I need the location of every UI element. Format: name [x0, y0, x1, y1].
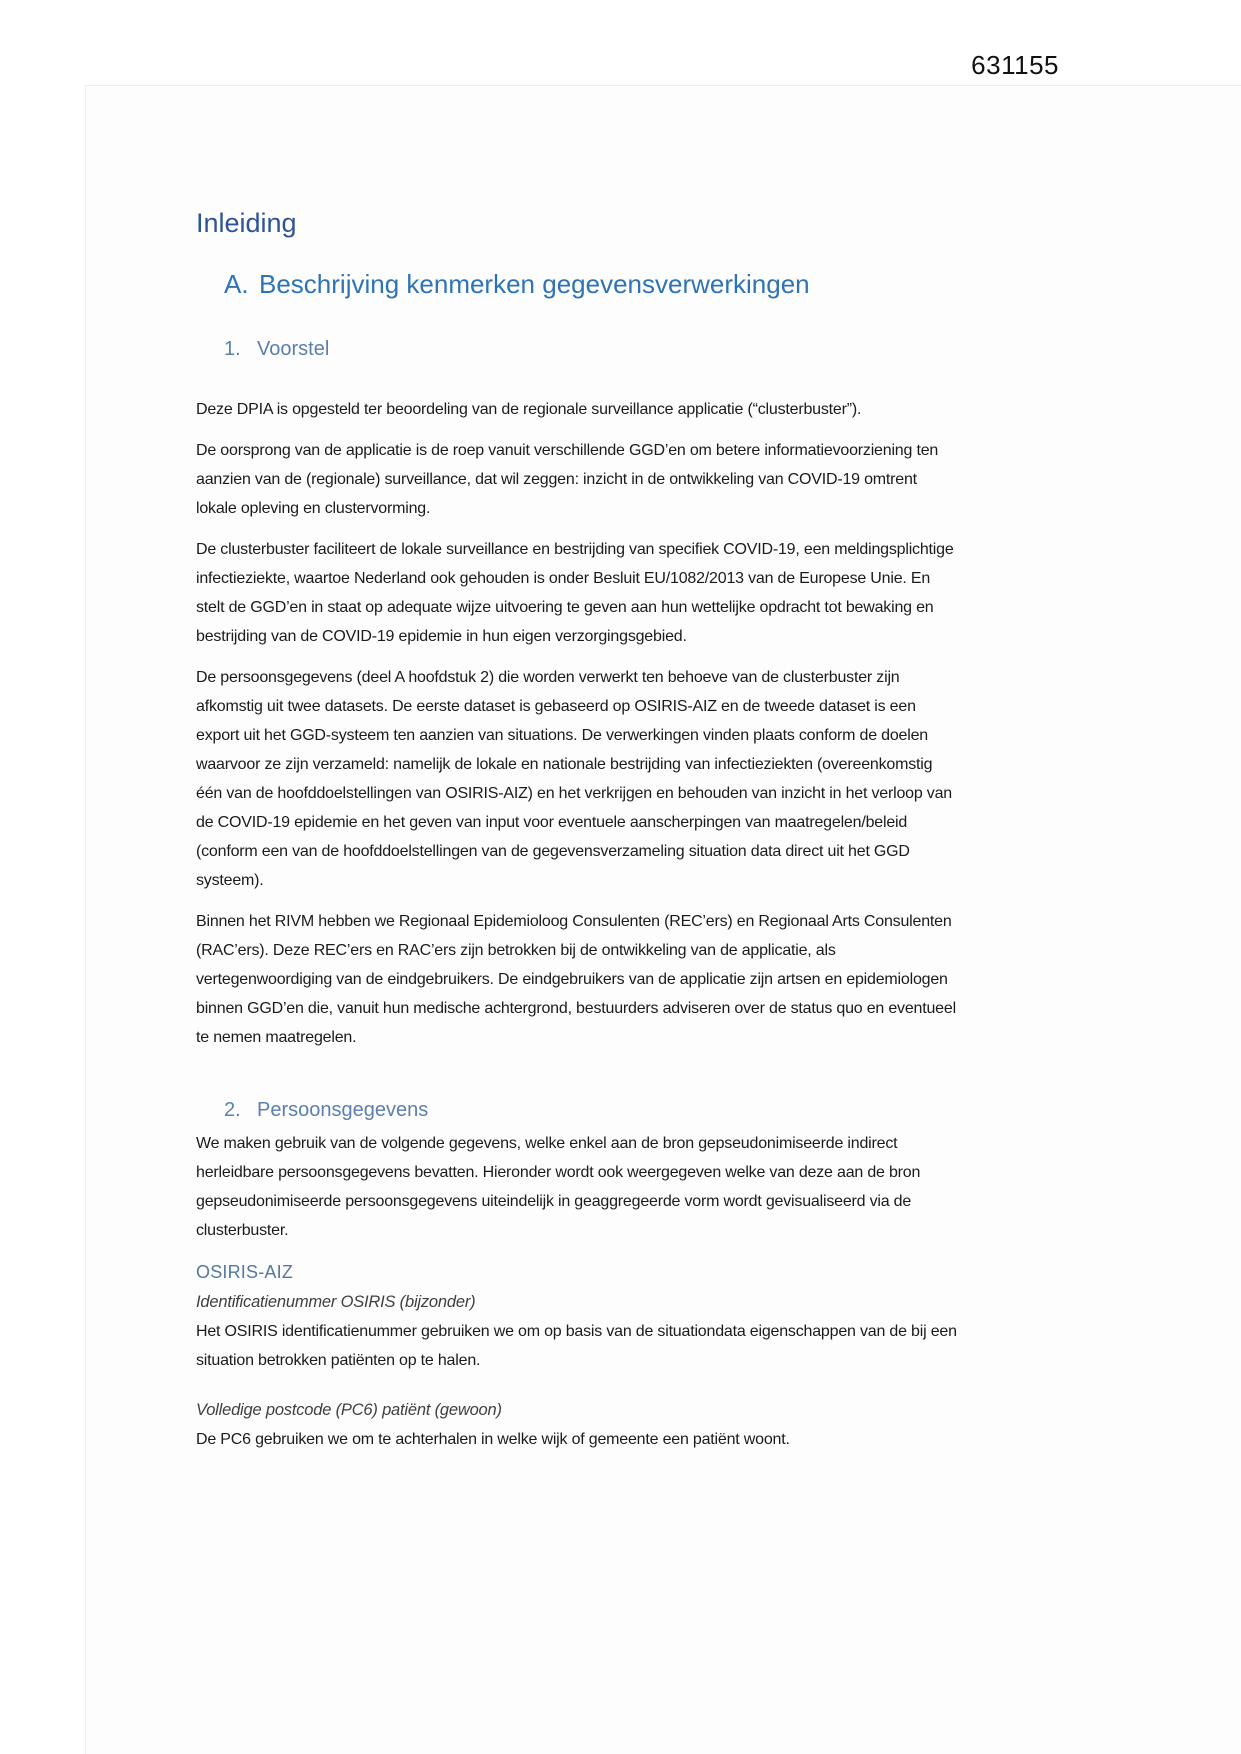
heading-1-voorstel [224, 338, 958, 361]
item-body-identificatienummer: Het OSIRIS identificatienummer gebruiken we om op basis van de situationdata eigenschappen van de bij een situation betrokken patiënten op te halen. [196, 1323, 957, 1369]
subheading-osiris-aiz: OSIRIS-AIZ [196, 1262, 294, 1282]
paragraph-origin: De oorsprong van de applicatie is de roep vanuit verschillende GGD’en om betere informatievoorziening ten aanzien van de (regionale) surveillance, dat wil zeggen: inzicht in de ontwikkeling van COVID-19 omtrent lokale opleving en clustervorming. [196, 442, 939, 517]
paragraph-clusterbuster-role: De clusterbuster faciliteert de lokale surveillance en bestrijding van specifiek COVID-19, een meldingsplichtige infectieziekte, waartoe Nederland ook gehouden is onder Besluit EU/1082/2013 van de Europese Unie. En stelt de GGD’en in staat op adequate wijze uitvoering te geven aan hun wettelijke opdracht tot bewaking en bestrijding van de COVID-19 epidemie in hun eigen verzorgingsgebied. [196, 541, 954, 645]
item-body-postcode: De PC6 gebruiken we om te achterhalen in welke wijk of gemeente een patiënt woont. [196, 1431, 790, 1448]
paragraph-rivm-consulenten: Binnen het RIVM hebben we Regionaal Epidemioloog Consulenten (REC’ers) en Regionaal Arts Consulenten (RAC’ers). Deze REC’ers en RAC’ers zijn betrokken bij de ontwikkeling van de applicatie, als vertegenwoordiging van de eindgebruikers. De eindgebruikers van de applicatie zijn artsen en epidemiologen binnen GGD’en die, vanuit hun medische achtergrond, bestuurders adviseren over de status quo en eventueel te nemen maatregelen. [196, 913, 956, 1046]
doc-number: 631155 [971, 50, 1059, 80]
heading-a-label: Beschrijving kenmerken gegevensverwerkingen [259, 269, 810, 299]
heading-a [224, 269, 958, 300]
paragraph-persoonsgegevens-intro: We maken gebruik van de volgende gegevens, welke enkel aan de bron gepseudonimiseerde indirect herleidbare persoonsgegevens bevatten. Hieronder wordt ook weergegeven welke van deze aan de bron gepseudonimiseerde persoonsgegevens uiteindelijk in geaggregeerde vorm wordt gevisualiseerd via de clusterbuster. [196, 1135, 921, 1239]
page-content [196, 0, 958, 1475]
paragraph-dpia-purpose: Deze DPIA is opgesteld ter beoordeling van de regionale surveillance applicatie (“clusterbuster”). [196, 401, 862, 418]
page-title: Inleiding [196, 208, 297, 238]
heading-2-persoonsgegevens [224, 1099, 958, 1122]
paragraph-datasets: De persoonsgegevens (deel A hoofdstuk 2) die worden verwerkt ten behoeve van de clusterbuster zijn afkomstig uit twee datasets. De eerste dataset is gebaseerd op OSIRIS-AIZ en de tweede dataset is een export uit het GGD-systeem ten aanzien van situations. De verwerkingen vinden plaats conform de doelen waarvoor ze zijn verzameld: namelijk de lokale en nationale bestrijding van infectieziekten (overeenkomstig één van de hoofddoelstellingen van OSIRIS-AIZ) en het verkrijgen en behouden van inzicht in het verloop van de COVID-19 epidemie en het geven van input voor eventuele aanscherpingen van maatregelen/beleid (conform een van de hoofddoelstellingen van de gegevensverzameling situation data direct uit het GGD systeem). [196, 669, 952, 889]
heading-1-number: 1. [224, 338, 241, 360]
heading-1-label: Voorstel [257, 338, 330, 360]
heading-a-number: A. [224, 269, 249, 299]
item-title-identificatienummer: Identificatienummer OSIRIS (bijzonder) [196, 1293, 476, 1311]
heading-2-number: 2. [224, 1099, 241, 1121]
heading-2-label: Persoonsgegevens [257, 1099, 429, 1121]
item-title-postcode: Volledige postcode (PC6) patiënt (gewoon) [196, 1401, 502, 1419]
